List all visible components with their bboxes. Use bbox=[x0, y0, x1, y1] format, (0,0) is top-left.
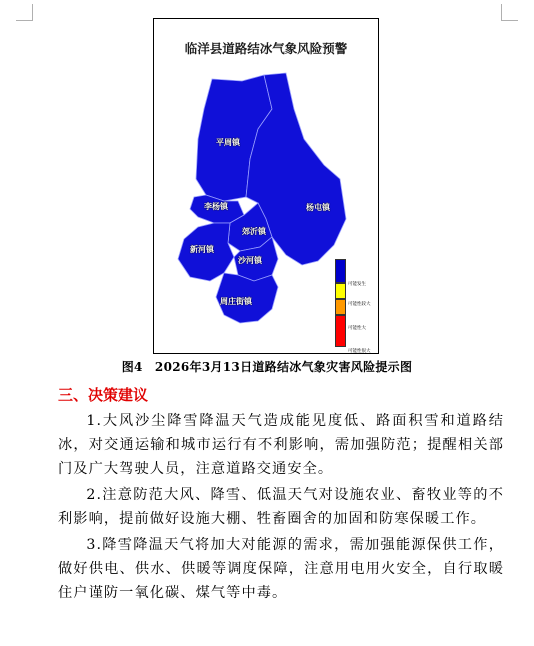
region-label: 平周镇 bbox=[216, 138, 240, 147]
legend-label: 可能性大 bbox=[348, 326, 366, 331]
legend-swatch-red bbox=[335, 315, 346, 347]
legend-swatch-blue bbox=[335, 259, 346, 283]
legend-swatch-yellow bbox=[335, 283, 346, 299]
page-corner-mark bbox=[501, 4, 518, 21]
paragraph: 3.降雪降温天气将加大对能源的需求，需加强能源保供工作，做好供电、供水、供暖等调度保障，注意用电用火安全，自行取暖住户谨防一氧化碳、煤气等中毒。 bbox=[58, 537, 504, 601]
section-heading: 三、决策建议 bbox=[58, 386, 149, 404]
paragraph: 2.注意防范大风、降雪、低温天气对设施农业、畜牧业等的不利影响，提前做好设施大棚、牲畜圈舍的加固和防寒保暖工作。 bbox=[58, 487, 504, 527]
page-corner-mark bbox=[16, 4, 33, 21]
region-label: 李杨镇 bbox=[204, 202, 228, 211]
figure-caption: 图4 2026年3月13日道路结冰气象灾害风险提示图 bbox=[121, 360, 413, 374]
paragraph: 1.大风沙尘降雪降温天气造成能见度低、路面积雪和道路结冰，对交通运输和城市运行有不利影响，需加强防范；提醒相关部门及广大驾驶人员，注意道路交通安全。 bbox=[58, 413, 504, 477]
legend-swatch-orange bbox=[335, 299, 346, 315]
region-label: 沙河镇 bbox=[238, 256, 262, 265]
legend-label: 可能性较大 bbox=[348, 302, 371, 307]
legend-label: 可能发生 bbox=[348, 282, 366, 287]
region-label: 周庄街镇 bbox=[220, 297, 252, 306]
region-label: 杨屯镇 bbox=[306, 203, 330, 212]
map-title: 临洋县道路结冰气象风险预警 bbox=[184, 41, 348, 56]
region-label: 郊沂镇 bbox=[242, 227, 266, 236]
region-label: 新河镇 bbox=[190, 245, 214, 254]
legend-label: 可能性很大 bbox=[348, 349, 371, 354]
risk-map-figure bbox=[153, 18, 379, 354]
